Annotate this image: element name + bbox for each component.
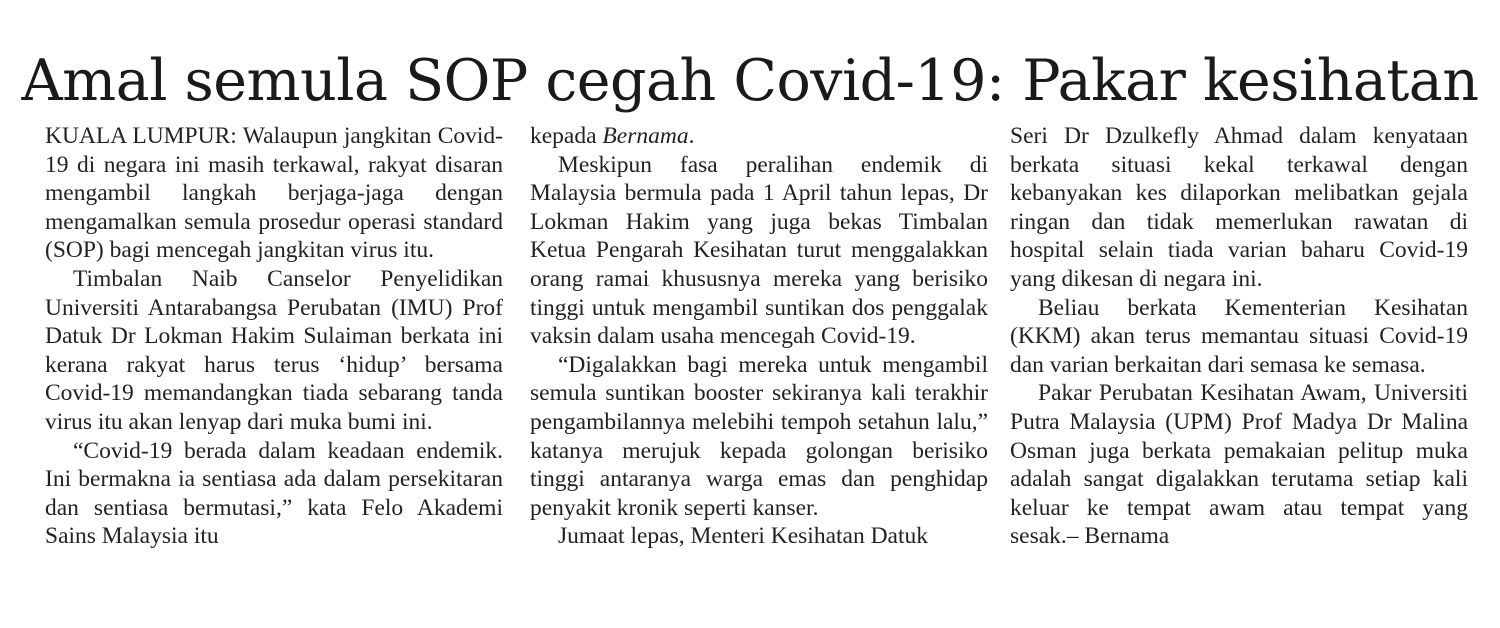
- headline: Amal semula SOP cegah Covid-19: Pakar kesihatan: [21, 48, 1479, 114]
- paragraph: Jumaat lepas, Menteri Kesihatan Datuk: [558, 523, 929, 550]
- article-column-3: [1010, 122, 1468, 551]
- paragraph-text: kepada: [530, 123, 597, 149]
- article-column-1: [45, 122, 503, 551]
- paragraph: [530, 122, 988, 151]
- dateline: KUALA LUMPUR:: [45, 123, 237, 149]
- paragraph: Timbalan Naib Canselor Penyelidikan Universiti Antarabangsa Perubatan (IMU) Prof Datuk Dr Lokman Hakim Sulaiman berkata ini kerana rakyat harus terus ‘hidup’ bersama Covid-19 memandangkan tiada sebarang tanda virus itu akan lenyap dari muka bumi ini.: [45, 265, 503, 435]
- source-name: Bernama: [602, 123, 689, 149]
- paragraph: Meskipun fasa peralihan endemik di Malaysia bermula pada 1 April tahun lepas, Dr Lokman Hakim yang juga bekas Timbalan Ketua Pengarah Kesihatan turut menggalakkan orang ramai khususnya mereka yang berisiko tinggi untuk mengambil suntikan dos penggalak vaksin dalam usaha mencegah Covid-19.: [530, 151, 988, 350]
- paragraph: “Covid-19 berada dalam keadaan endemik. Ini bermakna ia sentiasa ada dalam persekitaran dan sentiasa bermutasi,” kata Felo Akademi Sains Malaysia itu: [45, 437, 503, 550]
- paragraph-text: .: [688, 123, 695, 149]
- article-column-2: [530, 122, 988, 551]
- paragraph: Seri Dr Dzulkefly Ahmad dalam kenyataan berkata situasi kekal terkawal dengan kebanyakan kes dilaporkan melibatkan gejala ringan dan tidak memerlukan rawatan di hospital selain tiada varian baharu Covid-19 yang dikesan di negara ini.: [1010, 123, 1468, 292]
- paragraph: Beliau berkata Kementerian Kesihatan (KKM) akan terus memantau situasi Covid-19 dan varian berkaitan dari semasa ke semasa.: [1010, 294, 1468, 378]
- paragraph-text: Walaupun jangkitan Covid-19 di negara ini masih terkawal, rakyat disaran mengambil langkah berjaga-jaga dengan mengamalkan semula prosedur operasi standard (SOP) bagi mencegah jangkitan virus itu.: [45, 123, 504, 264]
- paragraph: Pakar Perubatan Kesihatan Awam, Universiti Putra Malaysia (UPM) Prof Madya Dr Malina Osman juga berkata pemakaian pelitup muka adalah sangat digalakkan terutama setiap kali keluar ke tempat awam atau tempat yang sesak.– Bernama: [1010, 380, 1468, 550]
- paragraph: “Digalakkan bagi mereka untuk mengambil semula suntikan booster sekiranya kali terakhir pengambilannya melebihi tempoh setahun lalu,” katanya merujuk kepada golongan berisiko tinggi antaranya warga emas dan penghidap penyakit kronik seperti kanser.: [530, 351, 988, 521]
- paragraph: [45, 122, 503, 265]
